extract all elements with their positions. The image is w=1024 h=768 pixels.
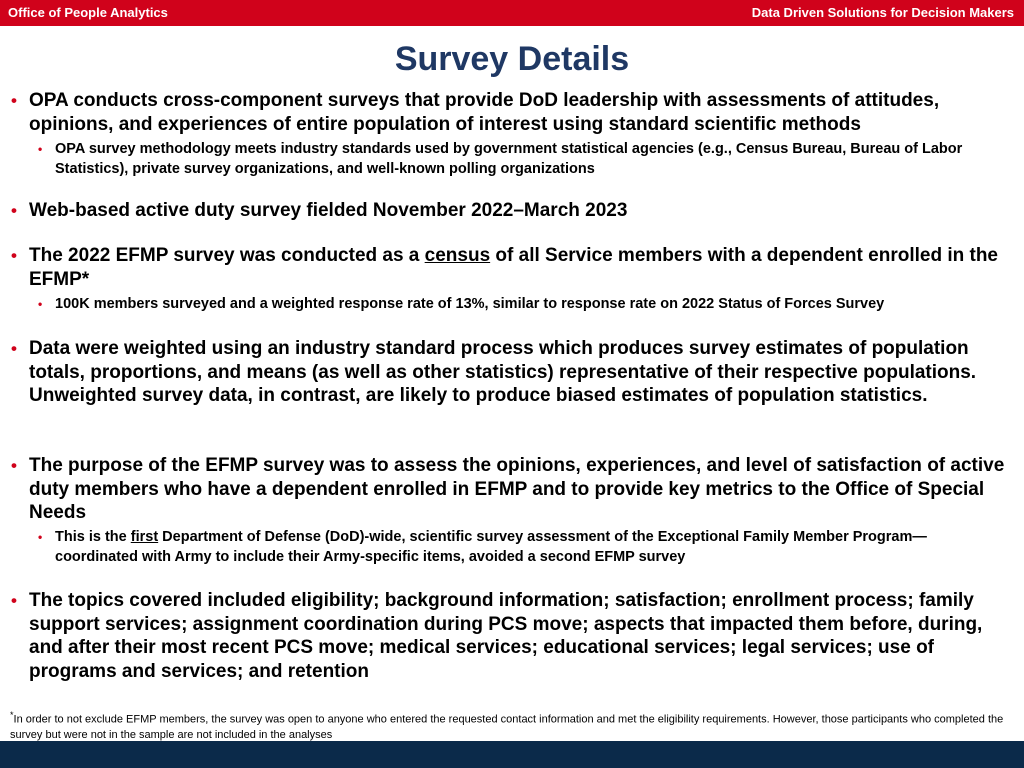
org-name: Office of People Analytics — [8, 5, 168, 20]
bullet-census: • The 2022 EFMP survey was conducted as a census of all Service members with a dependent enrolled in the EFMP* — [11, 245, 998, 290]
header-bar — [0, 0, 1024, 26]
footnote — [10, 708, 1010, 743]
bullet-icon: • — [38, 530, 43, 544]
bullet-icon: • — [11, 339, 17, 358]
bullet-weighting: • Data were weighted using an industry standard process which produces survey estimates of population totals, proportions, and means (as well as other statistics) representative of their respective populations. Unweighted survey data, in contrast, are likely to produce biased estimates of population statistics. — [11, 338, 977, 406]
footnote-marker: * — [10, 710, 14, 720]
bullet-topics: • The topics covered included eligibility; background information; satisfaction; enrollment process; family support services; assignment coordination during PCS move; aspects that impacted them before, during, and after their most recent PCS move; medical services; educational services; legal services; use of programs and services; and retention — [11, 590, 983, 682]
bullet-icon: • — [11, 91, 17, 110]
bullet-icon: • — [11, 246, 17, 265]
bullet-icon: • — [11, 456, 17, 475]
bullet-fielding: • Web-based active duty survey fielded November 2022–March 2023 — [11, 200, 628, 221]
bullet-methods: • OPA conducts cross-component surveys that provide DoD leadership with assessments of attitudes, opinions, and experiences of entire population of interest using standard scientific methods — [11, 90, 940, 135]
bullet-icon: • — [11, 201, 17, 220]
bullet-purpose: • The purpose of the EFMP survey was to assess the opinions, experiences, and level of satisfaction of active duty members who have a dependent enrolled in EFMP and to provide key metrics to the Office of Special Needs — [11, 455, 1005, 523]
sub-bullet-standards: • OPA survey methodology meets industry standards used by government statistical agencies (e.g., Census Bureau, Bureau of Labor Statistics), private survey organizations, and well-known polling organizations — [38, 141, 963, 177]
bullet-icon: • — [11, 591, 17, 610]
bullet-icon: • — [38, 142, 43, 156]
page-title: Survey Details — [394, 40, 630, 78]
footnote-text: In order to not exclude EFMP members, the survey was open to anyone who entered the requested contact information and met the eligibility requirements. However, those participants who completed the survey but were not in the sample are not included in the analyses — [10, 713, 1004, 741]
sub-bullet-first: • This is the first Department of Defense (DoD)-wide, scientific survey assessment of the Exceptional Family Member Program—coordinated with Army to include their Army-specific items, avoided a second EFMP survey — [38, 529, 927, 565]
bullet-icon: • — [38, 297, 43, 311]
sub-bullet-response: • 100K members surveyed and a weighted response rate of 13%, similar to response rate on 2022 Status of Forces Survey — [55, 295, 1005, 315]
footer-bar — [0, 741, 1024, 768]
tagline: Data Driven Solutions for Decision Makers — [751, 5, 1014, 20]
